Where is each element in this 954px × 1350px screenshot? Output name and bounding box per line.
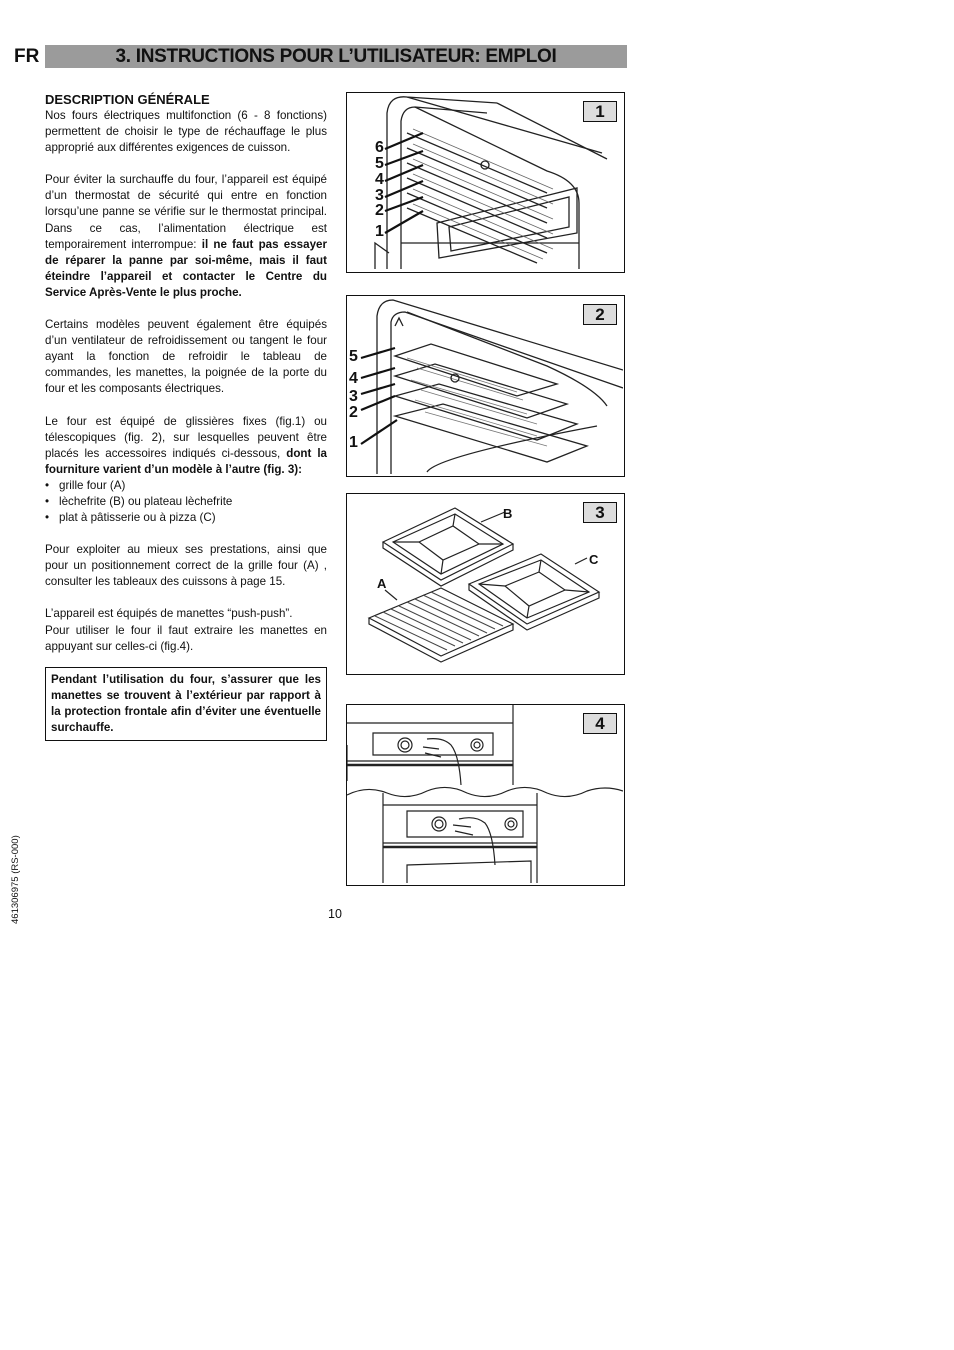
warning-box: Pendant l’utilisation du four, s’assurer que les manettes se trouvent à l’extérieur par rapport à la protection frontale afin d’éviter une éventuelle surchauffe. xyxy=(45,667,327,741)
document-reference: 461306975 (RS-000) xyxy=(10,835,21,924)
level-label: 1 xyxy=(349,434,358,451)
list-item: • plat à pâtisserie ou à pizza (C) xyxy=(45,510,327,526)
section-title: 3. INSTRUCTIONS POUR L’UTILISATEUR: EMPLOI xyxy=(115,45,557,67)
language-code: FR xyxy=(14,46,40,67)
push-push-knobs-illustration xyxy=(347,705,623,884)
text-column xyxy=(45,92,327,741)
subheading: DESCRIPTION GÉNÉRALE xyxy=(45,92,210,107)
level-label: 1 xyxy=(375,223,384,240)
figure-4 xyxy=(346,704,625,886)
figure-number: 4 xyxy=(583,713,617,734)
accessory-list xyxy=(45,478,327,526)
oven-fixed-runners-illustration xyxy=(347,93,623,271)
thermostat-bold: il ne faut pas essayer de réparer la panne par soi-même, mais il faut éteindre l’appareil et contacter le Centre du Service Après-Vente le plus proche. xyxy=(45,237,327,299)
paragraph-runners xyxy=(45,414,327,478)
accessories-illustration xyxy=(347,494,623,673)
page-number: 10 xyxy=(328,907,342,921)
paragraph-intro: Nos fours électriques multifonction (6 - 8 fonctions) permettent de choisir le type de réchauffage le plus approprié aux différentes exigences de cuisson. xyxy=(45,109,327,155)
level-label: 2 xyxy=(349,404,358,421)
list-item: • grille four (A) xyxy=(45,478,327,494)
level-label: 2 xyxy=(375,202,384,219)
figure-1 xyxy=(346,92,625,273)
level-label: 5 xyxy=(349,348,358,365)
figure-number: 3 xyxy=(583,502,617,523)
knobs-line-2: Pour utiliser le four il faut extraire les manettes en appuyant sur celles-ci (fig.4). xyxy=(45,623,327,653)
paragraph-knobs xyxy=(45,606,327,654)
accessory-label-c: C xyxy=(589,552,599,567)
level-label: 3 xyxy=(375,187,384,204)
runners-bold: dont la fourniture varient d’un modèle à l’autre (fig. 3): xyxy=(45,446,327,476)
level-label: 4 xyxy=(375,171,384,188)
figure-3 xyxy=(346,493,625,675)
runners-text: Le four est équipé de glissières fixes (fig.1) ou télescopiques (fig. 2), sur lesquelles peuvent être placés les accessoires indiqués ci-dessous, xyxy=(45,414,327,460)
paragraph-cooking-tables: Pour exploiter au mieux ses prestations, ainsi que pour un positionnement correct de la grille four (A) , consulter les tableaux des cuissons à page 15. xyxy=(45,543,327,589)
accessory-label-b: B xyxy=(503,506,513,521)
figure-2 xyxy=(346,295,625,477)
level-label: 3 xyxy=(349,388,358,405)
level-label: 6 xyxy=(375,139,384,156)
figure-number: 1 xyxy=(583,101,617,122)
figure-number: 2 xyxy=(583,304,617,325)
accessory-label-a: A xyxy=(377,576,387,591)
section-title-bar xyxy=(45,45,627,68)
thermostat-text: Pour éviter la surchauffe du four, l’appareil est équipé d’un thermostat de sécurité qui entre en fonction lorsqu’une panne se vérifie sur le thermostat principal. Dans ce cas, l’alimentation électrique est temporairement interrompue: xyxy=(45,173,327,251)
paragraph-fan: Certains modèles peuvent également être équipés d’un ventilateur de refroidissement ou tangent le four ayant la fonction de refroidir le tableau de commandes, les manettes, la poignée de la porte du four et les composants électriques. xyxy=(45,318,327,396)
list-item: • lèchefrite (B) ou plateau lèchefrite xyxy=(45,494,327,510)
knobs-line-1: L’appareil est équipés de manettes “push-push”. xyxy=(45,607,293,621)
level-label: 4 xyxy=(349,370,358,387)
level-label: 5 xyxy=(375,155,384,172)
oven-telescopic-runners-illustration xyxy=(347,296,623,475)
paragraph-thermostat xyxy=(45,172,327,301)
